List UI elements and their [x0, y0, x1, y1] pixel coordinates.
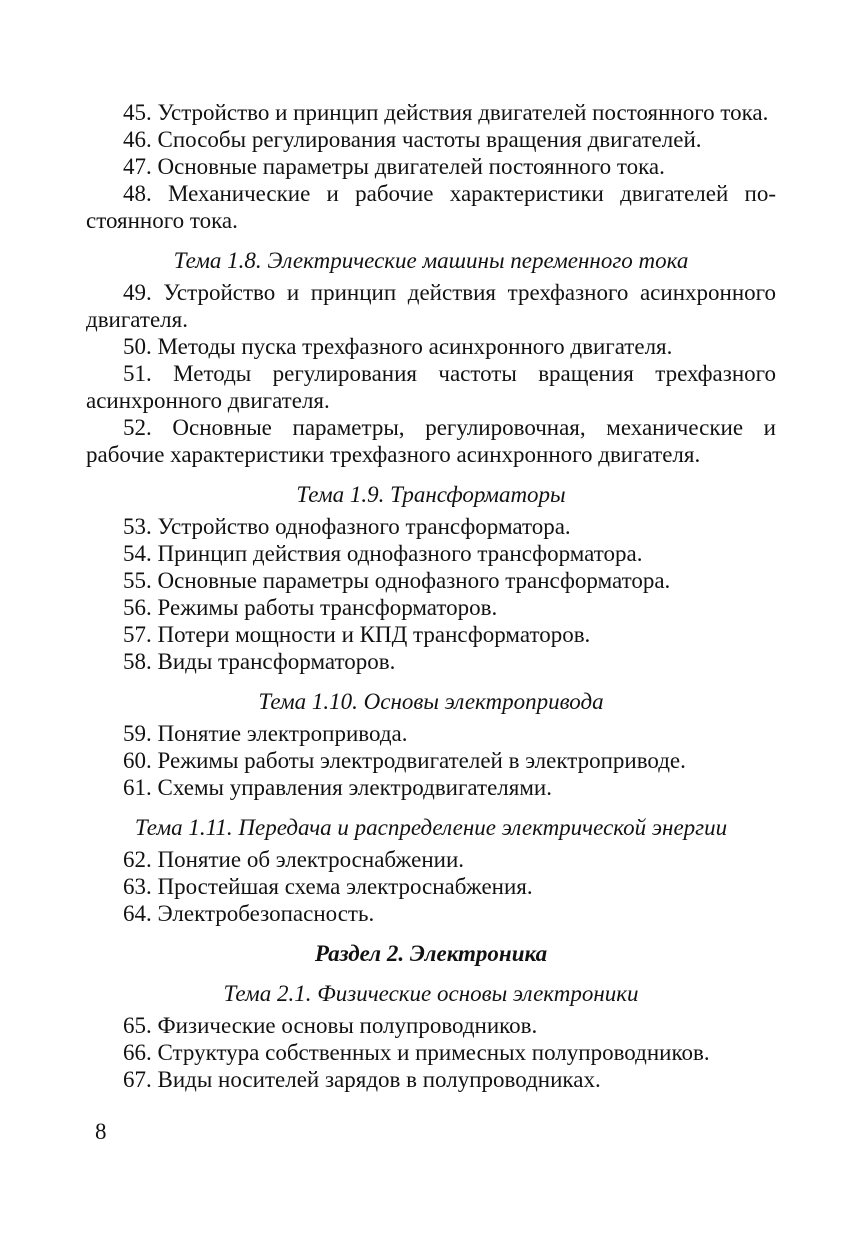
topic-item-number: 59. — [123, 721, 152, 746]
topic-item-number: 49. — [123, 280, 152, 305]
topic-item-text: Потери мощности и КПД трансформаторов. — [151, 622, 591, 647]
topic-item-text: Понятие об электроснабжении. — [151, 847, 465, 872]
section-heading: Тема 1.8. Электрические машины переменного тока — [173, 248, 689, 273]
topic-item — [86, 774, 776, 801]
topic-item — [86, 99, 776, 126]
topic-item-number: 54. — [123, 541, 152, 566]
topic-item-text: Понятие электропривода. — [151, 721, 408, 746]
topic-item — [86, 1039, 776, 1066]
topic-item-text: Устройство и принцип действия трехфазного асинхронного двигателя. — [86, 280, 776, 332]
topic-item-text: Структура собственных и примесных полупроводников. — [151, 1040, 710, 1065]
topic-item — [86, 180, 776, 234]
topic-item-number: 67. — [123, 1067, 152, 1092]
topic-item-number: 60. — [123, 748, 152, 773]
topic-item-text: Устройство однофазного трансформатора. — [151, 514, 571, 539]
topic-item-text: Основные параметры однофазного трансформатора. — [151, 568, 671, 593]
section-heading: Тема 2.1. Физические основы электроники — [223, 981, 639, 1006]
topic-item — [86, 900, 776, 927]
topic-item-number: 45. — [123, 100, 152, 125]
topic-item-text: Принцип действия однофазного трансформатора. — [151, 541, 643, 566]
topic-item-number: 55. — [123, 568, 152, 593]
topic-item-number: 58. — [123, 649, 152, 674]
topic-item-text: Механические и рабочие характеристики двигателей постоянного тока. — [86, 181, 776, 233]
topic-item-number: 66. — [123, 1040, 152, 1065]
topic-item-number: 62. — [123, 847, 152, 872]
topic-item-number: 48. — [123, 181, 152, 206]
topic-item — [86, 594, 776, 621]
topic-item — [86, 648, 776, 675]
topic-item-number: 65. — [123, 1013, 152, 1038]
topic-item-text: Методы пуска трехфазного асинхронного двигателя. — [151, 334, 673, 359]
topic-item — [86, 873, 776, 900]
topic-item-text: Виды трансформаторов. — [151, 649, 396, 674]
topic-item-number: 64. — [123, 901, 152, 926]
topic-item-text: Физические основы полупроводников. — [151, 1013, 538, 1038]
topic-item — [86, 720, 776, 747]
topic-item-text: Электробезопасность. — [151, 901, 375, 926]
topic-item — [86, 279, 776, 333]
topic-item-text: Виды носителей зарядов в полупроводниках. — [151, 1067, 601, 1092]
topic-item-text: Простейшая схема электроснабжения. — [151, 874, 533, 899]
topic-item-number: 47. — [123, 154, 152, 179]
page-number: 8 — [95, 1119, 107, 1144]
topic-item-number: 56. — [123, 595, 152, 620]
topic-item — [86, 540, 776, 567]
topic-item-text: Способы регулирования частоты вращения двигателей. — [151, 127, 702, 152]
section-heading: Тема 1.9. Трансформаторы — [296, 482, 566, 507]
topic-item-text: Схемы управления электродвигателями. — [151, 775, 552, 800]
section-heading: Тема 1.10. Основы электропривода — [258, 689, 604, 714]
topic-item — [86, 1066, 776, 1093]
topic-item — [86, 747, 776, 774]
section-heading: Тема 1.11. Передача и распределение электрической энергии — [134, 815, 728, 840]
topic-item — [86, 621, 776, 648]
topic-item-text: Основные параметры, регулировочная, механические и рабочие характеристики трехфазного асинхронного двигателя. — [86, 415, 776, 467]
topic-item-number: 63. — [123, 874, 152, 899]
topic-item — [86, 567, 776, 594]
topic-item-text: Режимы работы электродвигателей в электроприводе. — [151, 748, 686, 773]
topic-item-number: 46. — [123, 127, 152, 152]
topic-item-text: Основные параметры двигателей постоянного тока. — [151, 154, 665, 179]
topic-item-text: Устройство и принцип действия двигателей постоянного тока. — [151, 100, 769, 125]
topic-item-number: 52. — [123, 415, 152, 440]
topic-item-text: Методы регулирования частоты вращения трехфазного асинхронного двигателя. — [86, 361, 776, 413]
topic-item-text: Режимы работы трансформаторов. — [151, 595, 498, 620]
topic-item-number: 57. — [123, 622, 152, 647]
topics-list — [86, 99, 776, 1093]
topic-item — [86, 360, 776, 414]
topic-item — [86, 333, 776, 360]
topic-item-number: 53. — [123, 514, 152, 539]
topic-item-number: 50. — [123, 334, 152, 359]
topic-item-number: 61. — [123, 775, 152, 800]
topic-item — [86, 513, 776, 540]
topic-item — [86, 126, 776, 153]
topic-item — [86, 846, 776, 873]
topic-item-number: 51. — [123, 361, 152, 386]
topic-item — [86, 414, 776, 468]
section-heading: Раздел 2. Электроника — [314, 941, 548, 966]
topic-item — [86, 153, 776, 180]
topic-item — [86, 1012, 776, 1039]
